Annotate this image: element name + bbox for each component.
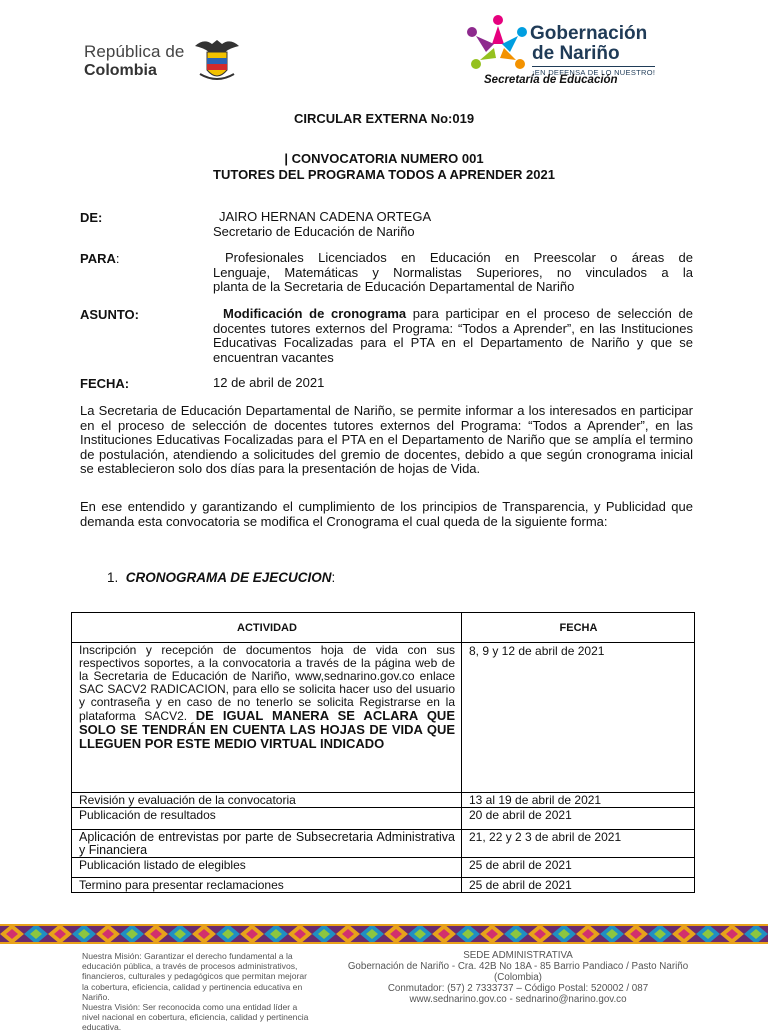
republica-logo [84,40,254,86]
activity-text: Inscripción y recepción de documentos hoja de vida con sus respectivos soportes, a la convocatoria a través de la página web de la Secretaria de Educación de Nariño, www,sednarino.gov.co enlace SAC SACV2 RADICACION, para ello se solicita hacer uso del usuario y contraseña y en caso de no tenerlo se solicita Registrarse en la plataforma SACV2. [79,643,455,723]
footer-direccion: Gobernación de Nariño - Cra. 42B No 18A - 85 Barrio Pandiaco / Pasto Nariño (Colombia) [347,961,689,983]
para-line1: Profesionales Licenciados en Educación en Preescolar o áreas de [225,250,693,265]
footer-mission-vision [82,951,314,1033]
activity-cell: Publicación de resultados [72,808,462,830]
fecha-value: 12 de abril de 2021 [213,375,325,390]
table-row [72,793,695,808]
gobernacion-star-icon [462,12,534,76]
activity-cell: Revisión y evaluación de la convocatoria [72,793,462,808]
circular-title: CIRCULAR EXTERNA No:019 [293,111,475,126]
date-cell: 25 de abril de 2021 [462,878,695,893]
decorative-pattern-band [0,924,768,944]
footer-sede: SEDE ADMINISTRATIVA [463,950,573,961]
tutores-title: TUTORES DEL PROGRAMA TODOS A APRENDER 2021 [213,167,555,182]
date-cell: 21, 22 y 2 3 de abril de 2021 [462,830,695,858]
asunto-label: ASUNTO: [80,307,139,322]
activity-cell: Aplicación de entrevistas por parte de Subsecretaria Administrativa y Financiera [72,830,462,858]
cronograma-table [71,612,695,893]
table-header-row [72,613,695,643]
convocatoria-title: | CONVOCATORIA NUMERO 001 [284,151,484,166]
activity-cell [72,643,462,793]
date-cell: 25 de abril de 2021 [462,858,695,878]
fecha-label: FECHA: [80,376,130,391]
de-label: DE: [80,210,103,225]
gobernacion-tagline: ¡EN DEFENSA DE LO NUESTRO! [532,68,656,77]
secretaria-educacion: Secretaría de Educación [484,74,618,86]
date-cell: 8, 9 y 12 de abril de 2021 [462,643,695,793]
activity-bold: DE IGUAL MANERA SE ACLARA QUE SOLO SE TENDRÁN EN CUENTA LAS HOJAS DE VIDA QUE LLEGUEN POR ESTE MEDIO VIRTUAL INDICADO [79,708,455,751]
activity-cell: Publicación listado de elegibles [72,858,462,878]
republica-line2: Colombia [84,62,157,79]
table-row [72,878,695,893]
section-title: CRONOGRAMA DE EJECUCION [125,570,332,585]
asunto-rest: para participar en el proceso de selección de docentes tutores externos del Programa: “Todos a Aprender”, en las Instituciones Educativas Focalizadas para el PTA en el Departamento de Nariño y que se encuentran vacantes [213,306,693,365]
activity-cell: Termino para presentar reclamaciones [72,878,462,893]
para-line3: planta de la Secretaria de Educación Departamental de Nariño [213,279,575,294]
table-row [72,643,695,793]
asunto-bold: Modificación de cronograma [223,306,407,321]
table-row [72,808,695,830]
paragraph-1: La Secretaria de Educación Departamental de Nariño, se permite informar a los interesados en participar en el proceso de selección de docentes tutores externos del Programa: “Todos a Aprender”, en las Instituciones Educativas Focalizadas para el PTA en el Departamento de Nariño que se amplía el termino de postulación, atendiendo a solicitudes del gremio de docentes, debido a que según cronograma inicial se establecieron solo dos días para la presentación de hojas de Vida. [80,403,693,477]
footer-contact [330,950,706,1005]
de-name: JAIRO HERNAN CADENA ORTEGA [219,209,432,224]
paragraph-2: En ese entendido y garantizando el cumplimiento de los principios de Transparencia, y Publicidad que demanda esta convocatoria se modifica el Cronograma el cual queda de la siguiente forma: [80,499,693,529]
republica-line1: República de [84,42,185,61]
table-row [72,830,695,858]
date-cell: 20 de abril de 2021 [462,808,695,830]
para-line2: Lenguaje, Matemáticas y Normalistas Superiores, no vinculados a la [213,265,693,280]
table-row [72,858,695,878]
gobernacion-line2: de Nariño [532,43,620,64]
footer-conmutador: Conmutador: (57) 2 7333737 – Código Postal: 520002 / 087 [387,983,649,994]
header-actividad: ACTIVIDAD [72,613,462,643]
para-label-text: PARA [80,251,116,266]
footer-vision: Nuestra Visión: Ser reconocida como una entidad líder a nivel nacional en cobertura, eficiencia, calidad y pertinencia educativa. [82,1002,309,1033]
coat-of-arms-icon [192,36,242,84]
section-number: 1. [107,570,119,585]
footer-mision: Nuestra Misión: Garantizar el derecho fundamental a la educación pública, a través de procesos administrativos, financieros, culturales y pedagógicos que permitan mejorar la cobertura, eficiencia, calidad y pertinencia educativa en Nariño. [82,951,307,1002]
asunto-text [213,307,693,365]
section-colon: : [331,570,336,585]
date-cell: 13 al 19 de abril de 2021 [462,793,695,808]
gobernacion-line1: Gobernación [530,23,648,44]
gobernacion-logo [462,12,662,92]
footer-web-link[interactable]: www.sednarino.gov.co - sednarino@narino.gov.co [409,994,627,1005]
de-role: Secretario de Educación de Nariño [213,224,415,239]
section-heading [107,570,335,585]
header-fecha: FECHA [462,613,695,643]
para-label [80,251,120,266]
para-colon: : [115,251,120,266]
